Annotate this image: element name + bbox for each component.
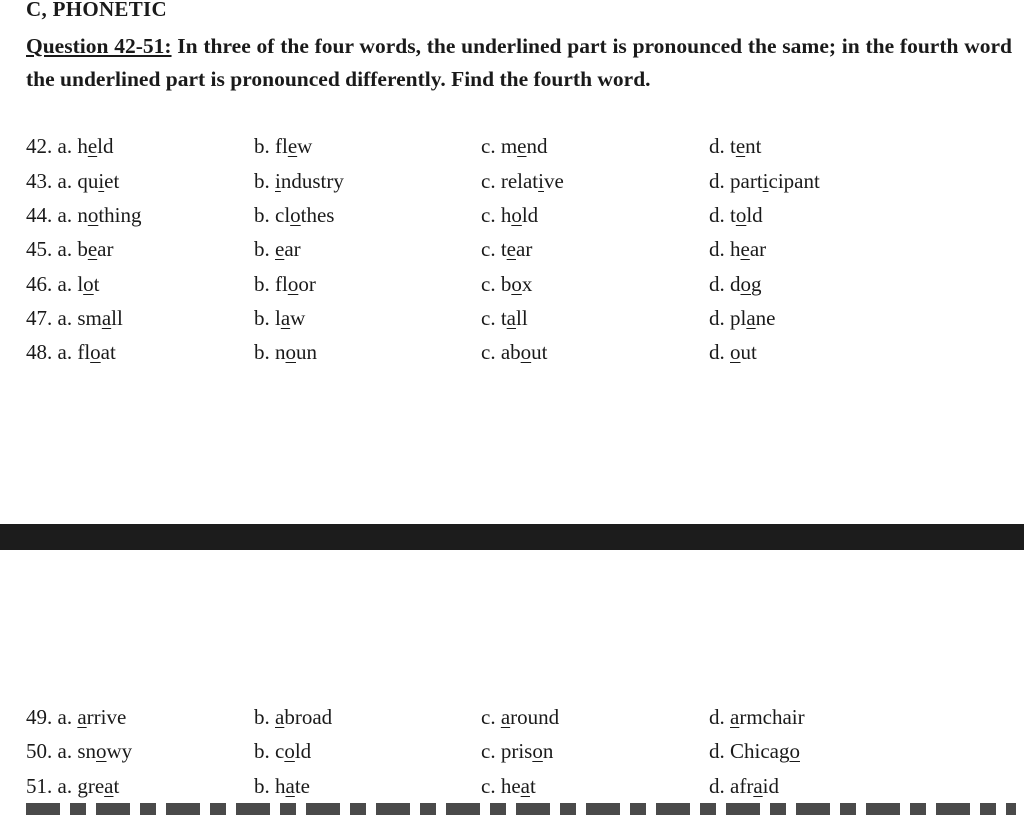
underlined-sound: o	[740, 272, 751, 296]
word-part-before: sn	[77, 739, 97, 763]
option-c	[481, 130, 548, 162]
option-letter: c.	[481, 169, 501, 193]
word-part-after: t	[93, 272, 100, 296]
word-part-after: nd	[526, 134, 548, 158]
option-letter: b.	[254, 169, 275, 193]
underlined-sound: o	[532, 739, 543, 763]
question-number: 46.	[26, 272, 53, 296]
option-c	[481, 701, 559, 733]
option-letter: d.	[709, 774, 730, 798]
question-item	[26, 701, 126, 733]
word-part-after: n	[542, 739, 554, 763]
option-b	[254, 701, 332, 733]
word-part-after: broad	[284, 705, 333, 729]
word-part-before: l	[275, 306, 281, 330]
underlined-sound: e	[735, 134, 746, 158]
word-part-before: fl	[77, 340, 91, 364]
word-part-after: ne	[755, 306, 776, 330]
option-d	[709, 735, 800, 767]
option-b	[254, 199, 334, 231]
question-item	[26, 302, 123, 334]
underlined-sound: a	[753, 774, 763, 798]
word-part-before: he	[500, 774, 521, 798]
underlined-sound: o	[284, 739, 295, 763]
option-c	[481, 165, 564, 197]
word-part-before: h	[77, 134, 88, 158]
question-item	[26, 199, 142, 231]
word-part-before: Chicag	[730, 739, 790, 763]
word-part-before: h	[275, 774, 286, 798]
option-b	[254, 165, 344, 197]
underlined-sound: a	[730, 705, 740, 729]
word-part-after: ar	[97, 237, 114, 261]
option-letter: d.	[709, 169, 730, 193]
word-part-after: ve	[543, 169, 564, 193]
option-b	[254, 770, 310, 802]
word-part-before: t	[500, 306, 507, 330]
option-letter: a.	[57, 739, 78, 763]
word-part-after: ar	[749, 237, 767, 261]
option-d	[709, 268, 762, 300]
question-number: 49.	[26, 705, 53, 729]
option-letter: a.	[57, 774, 78, 798]
option-letter: b.	[254, 774, 275, 798]
underlined-sound: a	[101, 306, 112, 330]
underlined-sound: e	[87, 237, 98, 261]
option-b	[254, 130, 312, 162]
underlined-sound: a	[275, 705, 285, 729]
option-letter: b.	[254, 739, 275, 763]
underlined-sound: i	[762, 169, 769, 193]
word-part-after: ll	[111, 306, 123, 330]
underlined-sound: a	[506, 306, 516, 330]
underlined-sound: o	[789, 739, 800, 763]
word-part-before: relat	[500, 169, 539, 193]
question-number: 45.	[26, 237, 53, 261]
word-part-before: pris	[500, 739, 533, 763]
question-item	[26, 130, 114, 162]
word-part-before: h	[730, 237, 741, 261]
word-part-after: id	[762, 774, 779, 798]
option-letter: c.	[481, 705, 501, 729]
underlined-sound: a	[520, 774, 530, 798]
word-part-after: w	[297, 134, 313, 158]
word-part-before: b	[77, 237, 88, 261]
option-d	[709, 302, 776, 334]
word-part-before: n	[77, 203, 88, 227]
option-c	[481, 268, 532, 300]
question-number: 47.	[26, 306, 53, 330]
underlined-sound: a	[280, 306, 291, 330]
option-letter: c.	[481, 306, 501, 330]
word-part-after: nt	[745, 134, 762, 158]
option-letter: c.	[481, 272, 501, 296]
underlined-sound: a	[746, 306, 756, 330]
underlined-sound: i	[538, 169, 544, 193]
word-part-before: pl	[730, 306, 747, 330]
question-number: 43.	[26, 169, 53, 193]
word-part-after: cipant	[768, 169, 820, 193]
option-letter: d.	[709, 739, 730, 763]
underlined-sound: i	[98, 169, 105, 193]
underlined-sound: o	[285, 340, 296, 364]
question-number: 50.	[26, 739, 53, 763]
underlined-sound: i	[275, 169, 281, 193]
word-part-after: round	[510, 705, 560, 729]
question-item	[26, 336, 116, 368]
option-letter: d.	[709, 340, 730, 364]
underlined-sound: o	[735, 203, 747, 227]
option-letter: a.	[57, 237, 78, 261]
word-part-before: b	[500, 272, 512, 296]
underlined-sound: e	[275, 237, 285, 261]
instructions-text: In three of the four words, the underlined part is pronounced the same; in the fourth word the underlined part is pronounced differently. Find the fourth word.	[26, 34, 1013, 91]
word-part-after: ar	[516, 237, 533, 261]
option-letter: b.	[254, 705, 275, 729]
word-part-before: l	[77, 272, 84, 296]
option-d	[709, 130, 762, 162]
word-part-after: thing	[98, 203, 142, 227]
option-d	[709, 701, 805, 733]
option-c	[481, 336, 548, 368]
word-part-after: g	[751, 272, 762, 296]
word-part-after: ld	[294, 739, 312, 763]
underlined-sound: e	[517, 134, 527, 158]
option-letter: c.	[481, 237, 501, 261]
option-letter: a.	[57, 705, 78, 729]
word-part-after: w	[290, 306, 306, 330]
word-part-before: t	[730, 203, 736, 227]
underlined-sound: o	[287, 272, 299, 296]
option-letter: d.	[709, 237, 730, 261]
underlined-sound: a	[104, 774, 114, 798]
question-item	[26, 735, 132, 767]
word-part-after: un	[296, 340, 317, 364]
word-part-after: rrive	[86, 705, 127, 729]
word-part-after: wy	[106, 739, 133, 763]
underlined-sound: o	[290, 203, 301, 227]
underlined-sound: e	[287, 134, 298, 158]
option-letter: d.	[709, 272, 730, 296]
underlined-sound: o	[87, 203, 99, 227]
option-c	[481, 233, 532, 265]
option-b	[254, 268, 316, 300]
option-letter: b.	[254, 272, 275, 296]
word-part-before: cl	[275, 203, 291, 227]
underlined-sound: e	[87, 134, 98, 158]
option-b	[254, 735, 311, 767]
word-part-after: t	[529, 774, 536, 798]
question-item	[26, 268, 100, 300]
word-part-before: t	[730, 134, 736, 158]
underlined-sound: o	[96, 739, 107, 763]
word-part-after: ld	[97, 134, 114, 158]
underlined-sound: o	[730, 340, 741, 364]
underlined-sound: o	[511, 272, 522, 296]
page-divider-bar	[0, 524, 1024, 550]
question-item	[26, 165, 119, 197]
underlined-sound: o	[83, 272, 94, 296]
question-range-label: Question 42-51:	[26, 34, 172, 58]
option-letter: a.	[57, 340, 78, 364]
option-letter: d.	[709, 203, 730, 227]
underlined-sound: a	[285, 774, 295, 798]
option-c	[481, 302, 528, 334]
word-part-before: d	[730, 272, 741, 296]
option-c	[481, 770, 536, 802]
word-part-before: t	[500, 237, 507, 261]
question-number: 42.	[26, 134, 53, 158]
option-d	[709, 199, 763, 231]
option-c	[481, 199, 538, 231]
option-b	[254, 336, 317, 368]
underlined-sound: e	[506, 237, 516, 261]
word-part-after: ut	[531, 340, 548, 364]
question-number: 51.	[26, 774, 53, 798]
word-part-before: part	[730, 169, 763, 193]
section-title: C, PHONETIC	[26, 0, 167, 21]
word-part-before: m	[500, 134, 518, 158]
option-letter: a.	[57, 169, 78, 193]
question-item	[26, 233, 113, 265]
word-part-after: or	[298, 272, 316, 296]
option-letter: b.	[254, 340, 275, 364]
underlined-sound: o	[520, 340, 532, 364]
option-letter: d.	[709, 705, 730, 729]
underlined-sound: o	[90, 340, 101, 364]
word-part-before: gre	[77, 774, 105, 798]
word-part-before: n	[275, 340, 286, 364]
option-d	[709, 336, 757, 368]
word-part-after: ut	[740, 340, 757, 364]
question-item	[26, 770, 119, 802]
option-letter: d.	[709, 306, 730, 330]
question-number: 48.	[26, 340, 53, 364]
option-d	[709, 233, 766, 265]
option-letter: c.	[481, 340, 501, 364]
word-part-after: at	[100, 340, 116, 364]
question-instructions	[26, 30, 1012, 96]
cut-off-text-line	[26, 803, 1016, 815]
option-c	[481, 735, 553, 767]
word-part-after: ar	[284, 237, 301, 261]
option-letter: b.	[254, 306, 275, 330]
word-part-after: te	[294, 774, 310, 798]
word-part-before: fl	[275, 134, 288, 158]
option-letter: a.	[57, 306, 78, 330]
word-part-before: h	[500, 203, 512, 227]
word-part-after: ld	[746, 203, 763, 227]
option-letter: d.	[709, 134, 730, 158]
word-part-after: ld	[521, 203, 539, 227]
word-part-before: sm	[77, 306, 102, 330]
option-d	[709, 770, 779, 802]
option-letter: a.	[57, 134, 78, 158]
underlined-sound: a	[500, 705, 511, 729]
option-letter: a.	[57, 272, 78, 296]
underlined-sound: o	[511, 203, 522, 227]
word-part-before: qu	[77, 169, 99, 193]
word-part-before: ab	[500, 340, 521, 364]
option-letter: b.	[254, 134, 275, 158]
word-part-after: ndustry	[280, 169, 344, 193]
option-letter: c.	[481, 203, 501, 227]
option-letter: b.	[254, 203, 275, 227]
underlined-sound: a	[77, 705, 87, 729]
word-part-after: rmchair	[739, 705, 805, 729]
word-part-after: ll	[516, 306, 528, 330]
option-letter: b.	[254, 237, 275, 261]
option-d	[709, 165, 820, 197]
word-part-before: fl	[275, 272, 288, 296]
option-letter: a.	[57, 203, 78, 227]
option-letter: c.	[481, 774, 501, 798]
word-part-after: et	[104, 169, 120, 193]
option-b	[254, 233, 301, 265]
question-number: 44.	[26, 203, 53, 227]
word-part-after: x	[521, 272, 533, 296]
option-letter: c.	[481, 134, 501, 158]
word-part-before: afr	[730, 774, 754, 798]
word-part-after: thes	[300, 203, 335, 227]
option-b	[254, 302, 305, 334]
word-part-after: t	[113, 774, 120, 798]
option-letter: c.	[481, 739, 501, 763]
underlined-sound: e	[740, 237, 750, 261]
word-part-before: c	[275, 739, 285, 763]
